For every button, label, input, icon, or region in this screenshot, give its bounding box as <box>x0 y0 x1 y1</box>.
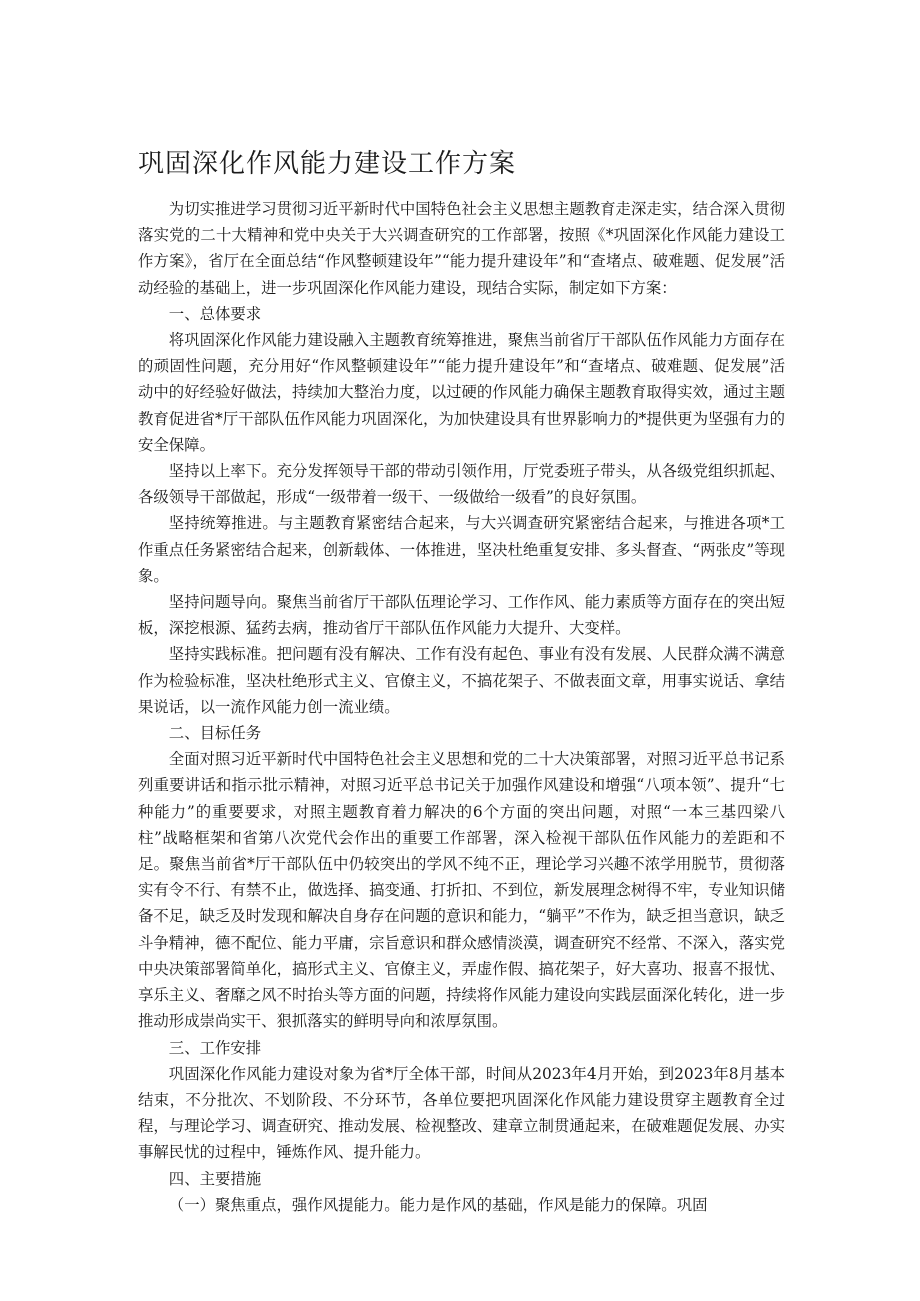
body-paragraph: 坚持统筹推进。与主题教育紧密结合起来，与大兴调查研究紧密结合起来，与推进各项*工作重点任务紧密结合起来，创新载体、一体推进，坚决杜绝重复安排、多头督查、“两张皮”等现象。 <box>138 514 785 585</box>
body-paragraph: 坚持实践标准。把问题有没有解决、工作有没有起色、事业有没有发展、人民群众满不满意作为检验标准，坚决杜绝形式主义、官僚主义，不搞花架子、不做表面文章，用事实说话、拿结果说话，以一流作风能力创一流业绩。 <box>138 645 785 716</box>
body-paragraph: 坚持问题导向。聚焦当前省厅干部队伍理论学习、工作作风、能力素质等方面存在的突出短板，深挖根源、猛药去病，推动省厅干部队伍作风能力大提升、大变样。 <box>138 593 785 638</box>
subsection-paragraph: （一）聚焦重点，强作风提能力。能力是作风的基础，作风是能力的保障。巩固 <box>168 1195 708 1214</box>
section-heading: 三、工作安排 <box>168 1038 262 1057</box>
body-paragraph: 全面对照习近平新时代中国特色社会主义思想和党的二十大决策部署，对照习近平总书记系列重要讲话和指示批示精神，对照习近平总书记关于加强作风建设和增强“八项本领”、提升“七种能力”的重要要求，对照主题教育着力解决的6个方面的突出问题，对照“一本三基四梁八柱”战略框架和省第八次党代会作出的重要工作部署，深入检视干部队伍作风能力的差距和不足。聚焦当前省*厅干部队伍中仍较突出的学风不纯不正，理论学习兴趣不浓学用脱节，贯彻落实有令不行、有禁不止，做选择、搞变通、打折扣、不到位，新发展理念树得不牢，专业知识储备不足，缺乏及时发现和解决自身存在问题的意识和能力，“躺平”不作为，缺乏担当意识，缺乏斗争精神，德不配位、能力平庸，宗旨意识和群众感情淡漠，调查研究不经常、不深入，落实党中央决策部署简单化，搞形式主义、官僚主义，弄虚作假、搞花架子，好大喜功、报喜不报忧、享乐主义、奢靡之风不时抬头等方面的问题，持续将作风能力建设向实践层面深化转化，进一步推动形成崇尚实干、狠抓落实的鲜明导向和浓厚氛围。 <box>138 750 785 1031</box>
body-paragraph: 将巩固深化作风能力建设融入主题教育统筹推进，聚焦当前省厅干部队伍作风能力方面存在的顽固性问题，充分用好“作风整顿建设年”“能力提升建设年”和“查堵点、破难题、促发展”活动中的好经验好做法，持续加大整治力度，以过硬的作风能力确保主题教育取得实效，通过主题教育促进省*厅干部队伍作风能力巩固深化，为加快建设具有世界影响力的*提供更为坚强有力的安全保障。 <box>138 331 785 454</box>
section-heading: 二、目标任务 <box>168 724 262 743</box>
section-heading: 一、总体要求 <box>168 304 262 323</box>
document-body <box>138 196 785 1218</box>
body-paragraph: 坚持以上率下。充分发挥领导干部的带动引领作用，厅党委班子带头，从各级党组织抓起、各级领导干部做起，形成“一级带着一级干、一级做给一级看”的良好氛围。 <box>138 462 785 507</box>
body-paragraph: 巩固深化作风能力建设对象为省*厅全体干部，时间从2023年4月开始，到2023年8月基本结束，不分批次、不划阶段、不分环节，各单位要把巩固深化作风能力建设贯穿主题教育全过程，与理论学习、调查研究、推动发展、检视整改、建章立制贯通起来，在破难题促发展、办实事解民忧的过程中，锤炼作风、提升能力。 <box>138 1064 785 1162</box>
intro-paragraph: 为切实推进学习贯彻习近平新时代中国特色社会主义思想主题教育走深走实，结合深入贯彻落实党的二十大精神和党中央关于大兴调查研究的工作部署，按照《*巩固深化作风能力建设工作方案》，省厅在全面总结“作风整顿建设年”“能力提升建设年”和“查堵点、破难题、促发展”活动经验的基础上，进一步巩固深化作风能力建设，现结合实际，制定如下方案： <box>138 200 785 297</box>
section-heading: 四、主要措施 <box>168 1169 262 1188</box>
document-title: 巩固深化作风能力建设工作方案 <box>138 149 517 179</box>
